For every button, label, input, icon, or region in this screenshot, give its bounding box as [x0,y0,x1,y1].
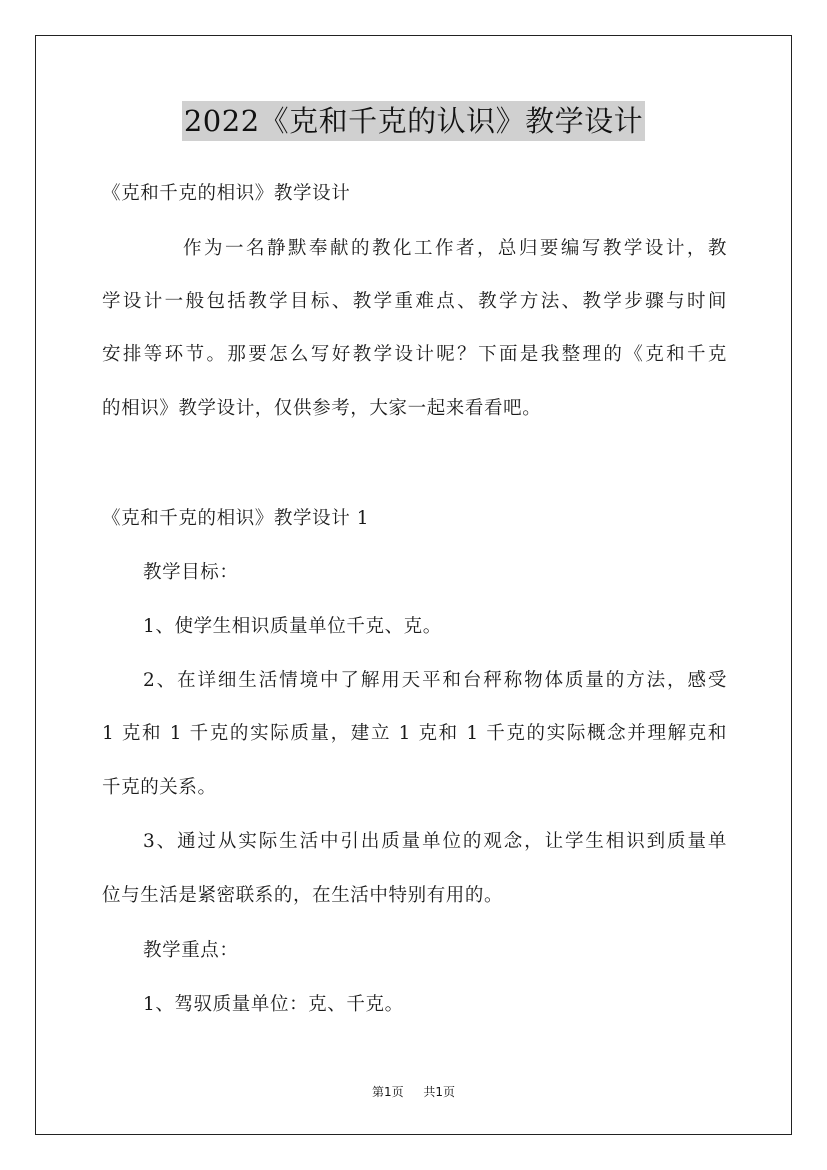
goal-2-line-3: 千克的关系。 [102,777,217,798]
intro-line-2: 学设计一般包括教学目标、教学重难点、教学方法、教学步骤与时间 [102,291,727,312]
page-number: 第1页 [372,1085,404,1099]
document-title: 2022《克和千克的认识》教学设计 [182,101,645,141]
intro-line-1: 作为一名静默奉献的教化工作者，总归要编写教学设计，教 [183,238,727,259]
section-heading: 《克和千克的相识》教学设计 1 [102,508,370,529]
intro-line-3: 安排等环节。那要怎么写好教学设计呢？下面是我整理的《克和千克 [102,344,727,365]
page-total: 共1页 [423,1085,455,1099]
page-footer [0,1083,827,1100]
intro-line-4: 的相识》教学设计，仅供参考，大家一起来看看吧。 [102,398,542,419]
key-point-1: 1、驾驭质量单位：克、千克。 [143,994,404,1015]
goal-2-line-2: 1 克和 1 千克的实际质量，建立 1 克和 1 千克的实际概念并理解克和 [102,723,727,744]
goal-3-line-2: 位与生活是紧密联系的，在生活中特别有用的。 [102,885,504,906]
title-container [0,101,827,141]
goal-3-line-1: 3、通过从实际生活中引出质量单位的观念，让学生相识到质量单 [143,831,727,852]
goals-heading: 教学目标： [143,562,239,583]
key-points-heading: 教学重点： [143,940,239,961]
document-subtitle: 《克和千克的相识》教学设计 [102,183,351,204]
goal-2-line-1: 2、在详细生活情境中了解用天平和台秤称物体质量的方法，感受 [143,670,727,691]
goal-1: 1、使学生相识质量单位千克、克。 [143,616,442,637]
